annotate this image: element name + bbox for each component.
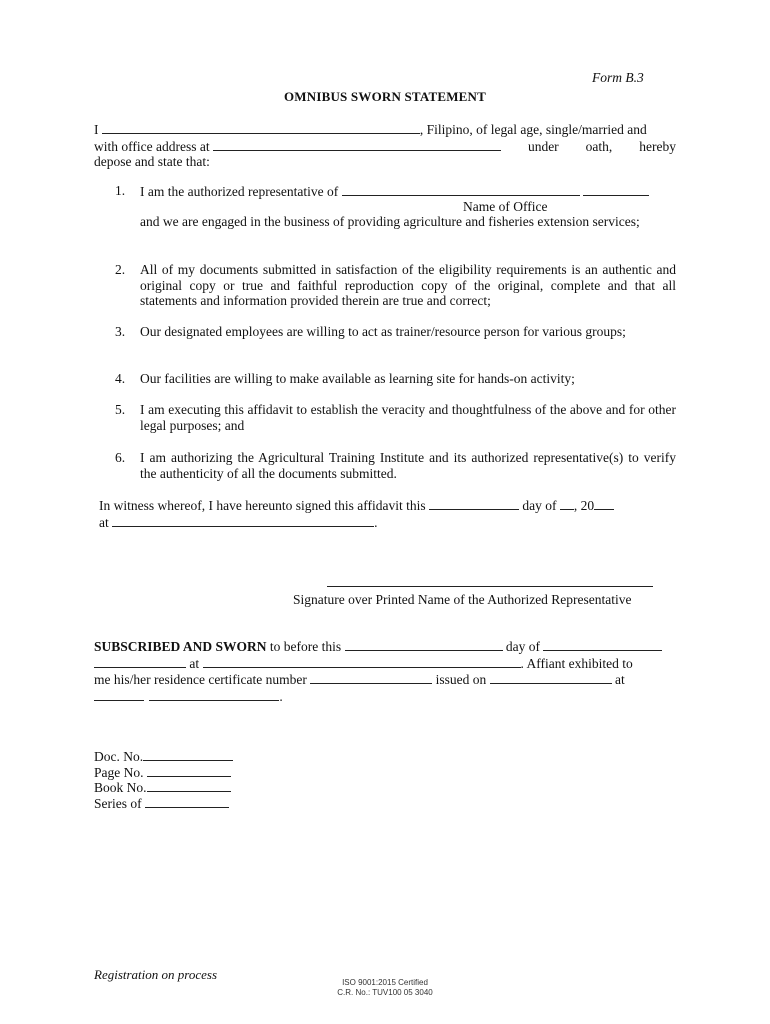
intro-office-address: with office address at [94, 138, 210, 154]
office-address-blank [213, 138, 501, 151]
series-of-label: Series of [94, 795, 142, 811]
item-number: 1. [115, 183, 126, 198]
jurat-affiant: . Affiant exhibited to [520, 655, 633, 671]
jurat-at: at [189, 655, 200, 671]
intro-i: I [94, 122, 99, 137]
witness-end: . [374, 514, 378, 530]
jurat-to-before: to before this [269, 639, 342, 654]
jurat-month-blank [543, 638, 662, 651]
item-number: 6. [115, 450, 126, 465]
intro-under: under [527, 138, 559, 154]
item-5-text: I am executing this affidavit to establish the veracity and thoughtfulness of the above and for other legal purposes; and [140, 402, 676, 433]
item-number: 2. [115, 262, 126, 277]
document-title: OMNIBUS SWORN STATEMENT [283, 89, 487, 104]
jurat-issued-on: issued on [435, 672, 487, 688]
series-of-blank [145, 795, 229, 808]
jurat-residence: me his/her residence certificate number [94, 672, 307, 688]
item-4-text: Our facilities are willing to make available as learning site for hands-on activity; [140, 371, 575, 386]
item-1-text-a: I am the authorized representative of [140, 184, 339, 199]
iso-line-1: ISO 9001:2015 Certified [342, 978, 428, 987]
page-no-blank [147, 764, 231, 777]
jurat-heading: SUBSCRIBED AND SWORN [94, 639, 267, 654]
name-of-office-label: Name of Office [463, 199, 548, 214]
residence-cert-blank [310, 671, 432, 684]
book-no-blank [147, 779, 231, 792]
witness-at: at [99, 514, 109, 530]
witness-place-blank [112, 514, 374, 527]
representative-office-blank-2 [583, 183, 649, 196]
issued-place-blank-2 [149, 688, 279, 701]
item-2-text: All of my documents submitted in satisfaction of the eligibility requirements is an authentic and original copy or true and faithful reproduction copy of the original, complete and that all statements and information provided therein are true and correct; [140, 262, 676, 309]
witness-year-blank [594, 497, 614, 510]
book-no-label: Book No. [94, 780, 147, 796]
form-code: Form B.3 [592, 70, 644, 85]
jurat-day-of: day of [505, 639, 541, 654]
jurat-paragraph [94, 638, 676, 704]
intro-oath: oath, [585, 138, 613, 154]
representative-office-blank [342, 183, 580, 196]
intro-depose: depose and state that: [94, 154, 210, 170]
item-number: 4. [115, 371, 126, 386]
item-number: 3. [115, 324, 126, 339]
jurat-year-blank [94, 655, 186, 668]
intro-after-name: , Filipino, of legal age, single/married and [419, 122, 647, 137]
doc-no-blank [143, 748, 233, 761]
witness-year-prefix: , 20 [573, 498, 595, 513]
witness-text: In witness whereof, I have hereunto signed this affidavit this [99, 498, 426, 513]
item-number: 5. [115, 402, 126, 417]
item-1-text-b: and we are engaged in the business of providing agriculture and fisheries extension services; [140, 214, 640, 229]
jurat-end: . [279, 688, 283, 704]
intro-hereby: hereby [639, 138, 676, 154]
witness-month-blank [560, 497, 574, 510]
iso-certification [0, 978, 770, 997]
doc-no-label: Doc. No. [94, 749, 144, 764]
affiant-name-blank [102, 121, 420, 134]
issued-place-blank-1 [94, 688, 144, 701]
issued-on-blank [490, 671, 612, 684]
signature-label: Signature over Printed Name of the Authorized Representative [293, 592, 632, 607]
witness-day-blank [429, 497, 519, 510]
intro-paragraph [94, 121, 676, 170]
page-no-label: Page No. [94, 764, 144, 780]
jurat-at2: at [615, 672, 625, 688]
witness-paragraph [99, 497, 676, 530]
item-3-text: Our designated employees are willing to act as trainer/resource person for various groups; [140, 324, 626, 339]
signature-line [327, 586, 653, 587]
witness-day-of: day of [522, 498, 557, 513]
item-6-text: I am authorizing the Agricultural Training Institute and its authorized representative(s) to verify the authenticity of all the documents submitted. [140, 450, 676, 481]
jurat-day-blank [345, 638, 503, 651]
notarial-register [94, 748, 233, 810]
registration-note: Registration on process [94, 967, 218, 982]
iso-line-2: C.R. No.: TUV100 05 3040 [337, 987, 433, 997]
jurat-place-blank [203, 655, 521, 668]
